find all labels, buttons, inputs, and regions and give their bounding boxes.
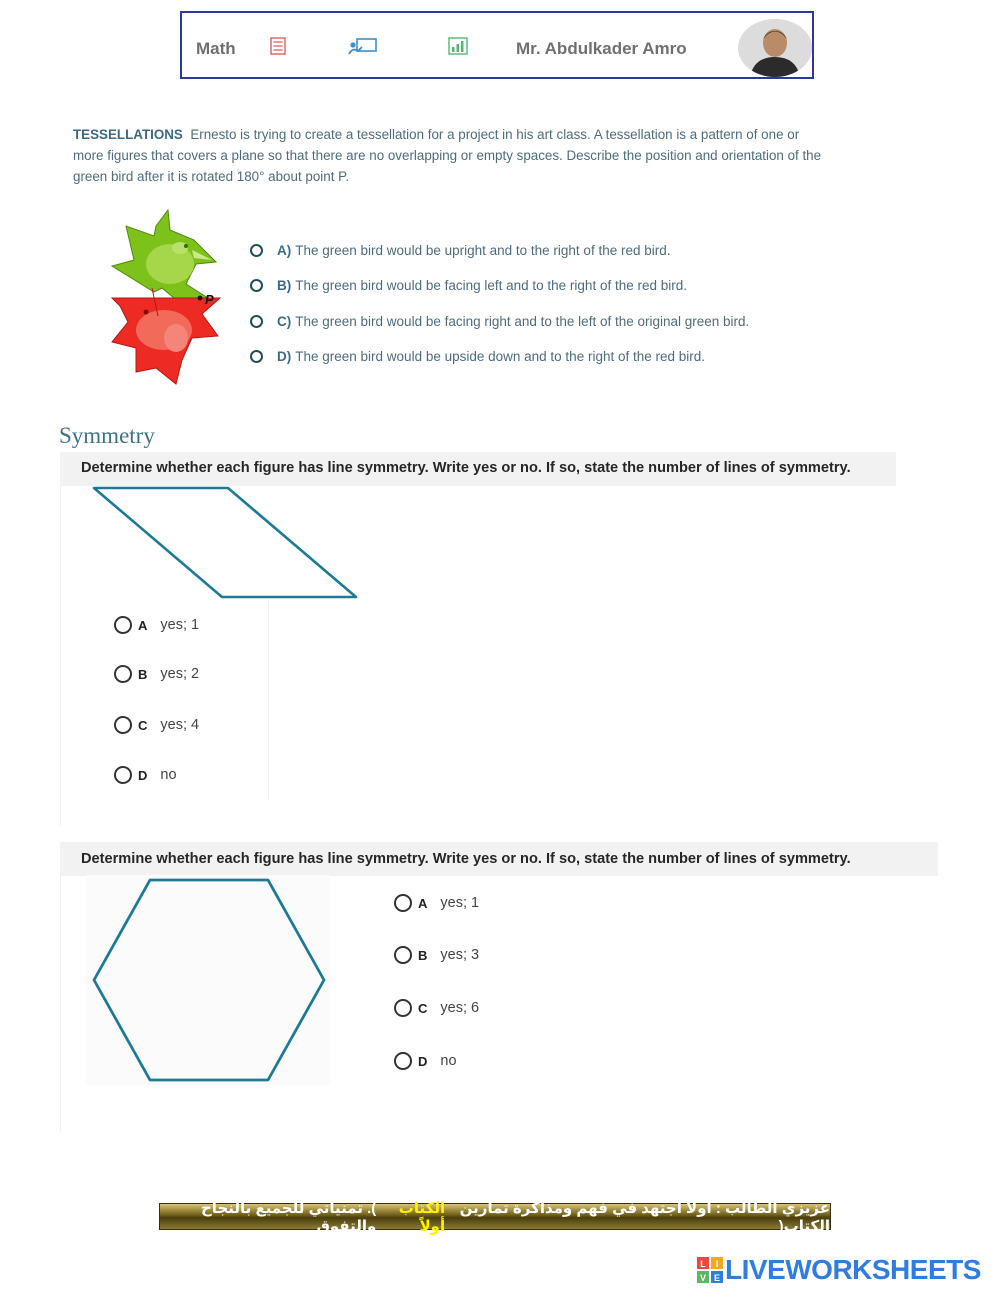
worksheet-header xyxy=(180,11,814,79)
radio-circle-icon[interactable] xyxy=(250,315,263,328)
question-2-text: Determine whether each figure has line symmetry. Write yes or no. If so, state the number of lines of symmetry. xyxy=(81,851,851,867)
question-1-text: Determine whether each figure has line symmetry. Write yes or no. If so, state the number of lines of symmetry. xyxy=(81,460,851,476)
q2-choice-a[interactable]: A yes; 1 xyxy=(394,894,479,912)
radio-circle-icon[interactable] xyxy=(250,244,263,257)
q2-choice-b[interactable]: B yes; 3 xyxy=(394,946,479,964)
teacher-avatar xyxy=(738,19,812,77)
question-prompt: Ernesto is trying to create a tessellation for a project in his art class. A tessellation is a pattern of one or more figures that covers a plane so that there are no overlapping or empty spaces. Describe the position and orientation of the green bird after it is rotated 180° about point P. xyxy=(73,127,822,184)
svg-text:V: V xyxy=(699,1273,707,1283)
parallelogram-figure xyxy=(90,484,362,607)
q1-choice-d[interactable]: D no xyxy=(114,766,177,784)
q2-choice-d[interactable]: D no xyxy=(394,1052,457,1070)
radio-circle-icon[interactable] xyxy=(394,999,412,1017)
radio-circle-icon[interactable] xyxy=(394,894,412,912)
radio-circle-icon[interactable] xyxy=(250,350,263,363)
q1-choice-b[interactable]: B yes; 2 xyxy=(114,665,199,683)
q1-choice-a[interactable]: A yes; 1 xyxy=(114,616,199,634)
radio-circle-icon[interactable] xyxy=(250,279,263,292)
tessellation-option-b[interactable]: B) The green bird would be facing left and to the right of the red bird. xyxy=(250,278,687,293)
subject-label: Math xyxy=(196,39,236,58)
whiteboard-icon xyxy=(348,37,378,60)
q2-choice-c[interactable]: C yes; 6 xyxy=(394,999,479,1017)
radio-circle-icon[interactable] xyxy=(114,716,132,734)
worksheet-icon xyxy=(270,37,286,60)
q1-choice-c[interactable]: C yes; 4 xyxy=(114,716,199,734)
banner-highlight: الكتاب أولاً xyxy=(398,1199,446,1235)
liveworksheets-logo-icon xyxy=(697,1257,723,1283)
radio-circle-icon[interactable] xyxy=(114,665,132,683)
bird-tessellation-figure xyxy=(110,208,222,395)
radio-circle-icon[interactable] xyxy=(394,1052,412,1070)
svg-text:I: I xyxy=(715,1259,719,1269)
hexagon-figure xyxy=(90,876,330,1089)
teacher-name: Mr. Abdulkader Amro xyxy=(516,39,687,58)
radio-circle-icon[interactable] xyxy=(114,616,132,634)
liveworksheets-wordmark: LIVEWORKSHEETS xyxy=(725,1254,981,1285)
radio-circle-icon[interactable] xyxy=(114,766,132,784)
tessellation-option-c[interactable]: C) The green bird would be facing right and to the left of the original green bird. xyxy=(250,314,749,329)
chart-icon xyxy=(448,37,468,60)
section-heading: Symmetry xyxy=(59,423,155,448)
tessellation-option-a[interactable]: A) The green bird would be upright and to the right of the red bird. xyxy=(250,243,671,258)
radio-circle-icon[interactable] xyxy=(394,946,412,964)
motivation-banner: عزيزي الطالب : أولاً اجتهد في فهم ومذاكرة تمارين الكتاب( الكتاب أولاً ). تمنياتي للجميع بالنجاح والتفوق xyxy=(159,1203,831,1230)
svg-text:L: L xyxy=(700,1259,706,1269)
point-p-label: P xyxy=(205,292,214,307)
question-tag: TESSELLATIONS xyxy=(73,127,183,142)
liveworksheets-logo xyxy=(697,1254,981,1286)
tessellation-option-d[interactable]: D) The green bird would be upside down and to the right of the red bird. xyxy=(250,349,705,364)
svg-text:E: E xyxy=(713,1273,721,1283)
tessellation-question xyxy=(73,124,833,187)
